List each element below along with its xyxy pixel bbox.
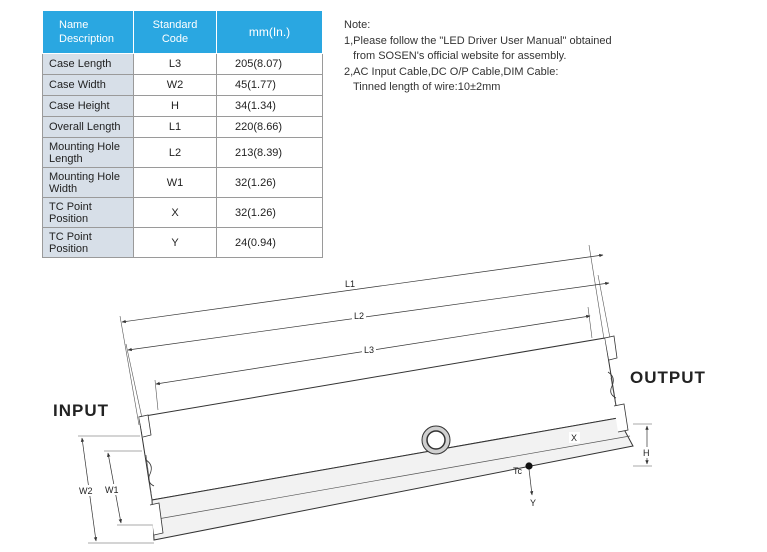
dim-label-l1: L1 — [345, 279, 356, 289]
tc-point-marker — [525, 462, 532, 469]
header-code-line2: Code — [161, 33, 189, 45]
row-value: 32(1.26) — [217, 168, 323, 198]
note-line: 2,AC Input Cable,DC O/P Cable,DIM Cable: — [344, 65, 559, 78]
output-label: OUTPUT — [630, 368, 706, 387]
row-desc-line1: Mounting Hole — [49, 140, 120, 153]
dim-label-h: H — [643, 448, 650, 458]
row-desc-text: Case Length — [49, 58, 112, 70]
row-desc-text: Case Width — [49, 79, 106, 91]
row-desc-line2: Position — [49, 212, 89, 225]
dim-label-tc: Tc — [513, 466, 522, 476]
row-value: 34(1.34) — [217, 96, 323, 117]
row-code: W1 — [134, 168, 217, 198]
note-line: from SOSEN's official website for assembly. — [344, 50, 567, 62]
row-code: Y — [134, 228, 217, 258]
row-desc-line2: Width — [49, 182, 78, 195]
header-code-line1: Standard — [152, 19, 198, 31]
header-name-line1: Name — [59, 19, 89, 31]
row-value: 213(8.39) — [217, 138, 323, 168]
header-mm: mm(In.) — [217, 11, 323, 54]
row-desc-text: Overall Length — [49, 121, 121, 133]
row-code: L2 — [134, 138, 217, 168]
row-code: H — [134, 96, 217, 117]
driver-case — [139, 336, 633, 540]
note-line: Tinned length of wire:10±2mm — [344, 81, 501, 93]
row-desc-line1: TC Point — [49, 200, 92, 213]
potentiometer-knob-center — [427, 431, 445, 449]
dim-label-l3: L3 — [364, 345, 375, 355]
dim-label-w2: W2 — [79, 486, 93, 496]
row-value: 220(8.66) — [217, 117, 323, 138]
dim-label-x: X — [571, 433, 578, 443]
note-line: Note: — [344, 19, 371, 31]
note-line: 1,Please follow the "LED Driver User Manual" obtained — [344, 34, 612, 47]
row-desc-line2: Length — [49, 152, 83, 165]
row-value: 45(1.77) — [217, 75, 323, 96]
row-desc-line2: Position — [49, 242, 89, 255]
row-desc-text: Case Height — [49, 100, 110, 112]
row-desc-line1: Mounting Hole — [49, 170, 120, 183]
row-desc-line1: TC Point — [49, 230, 92, 243]
row-value: 24(0.94) — [217, 228, 323, 258]
row-code: X — [134, 198, 217, 228]
dim-label-w1: W1 — [105, 485, 119, 495]
row-value: 205(8.07) — [217, 54, 323, 75]
row-code: W2 — [134, 75, 217, 96]
row-code: L1 — [134, 117, 217, 138]
dim-label-l2: L2 — [354, 311, 365, 321]
input-label: INPUT — [53, 401, 109, 420]
row-value: 32(1.26) — [217, 198, 323, 228]
header-name-line2: Description — [59, 33, 115, 45]
row-code: L3 — [134, 54, 217, 75]
dim-label-y: Y — [530, 498, 537, 508]
